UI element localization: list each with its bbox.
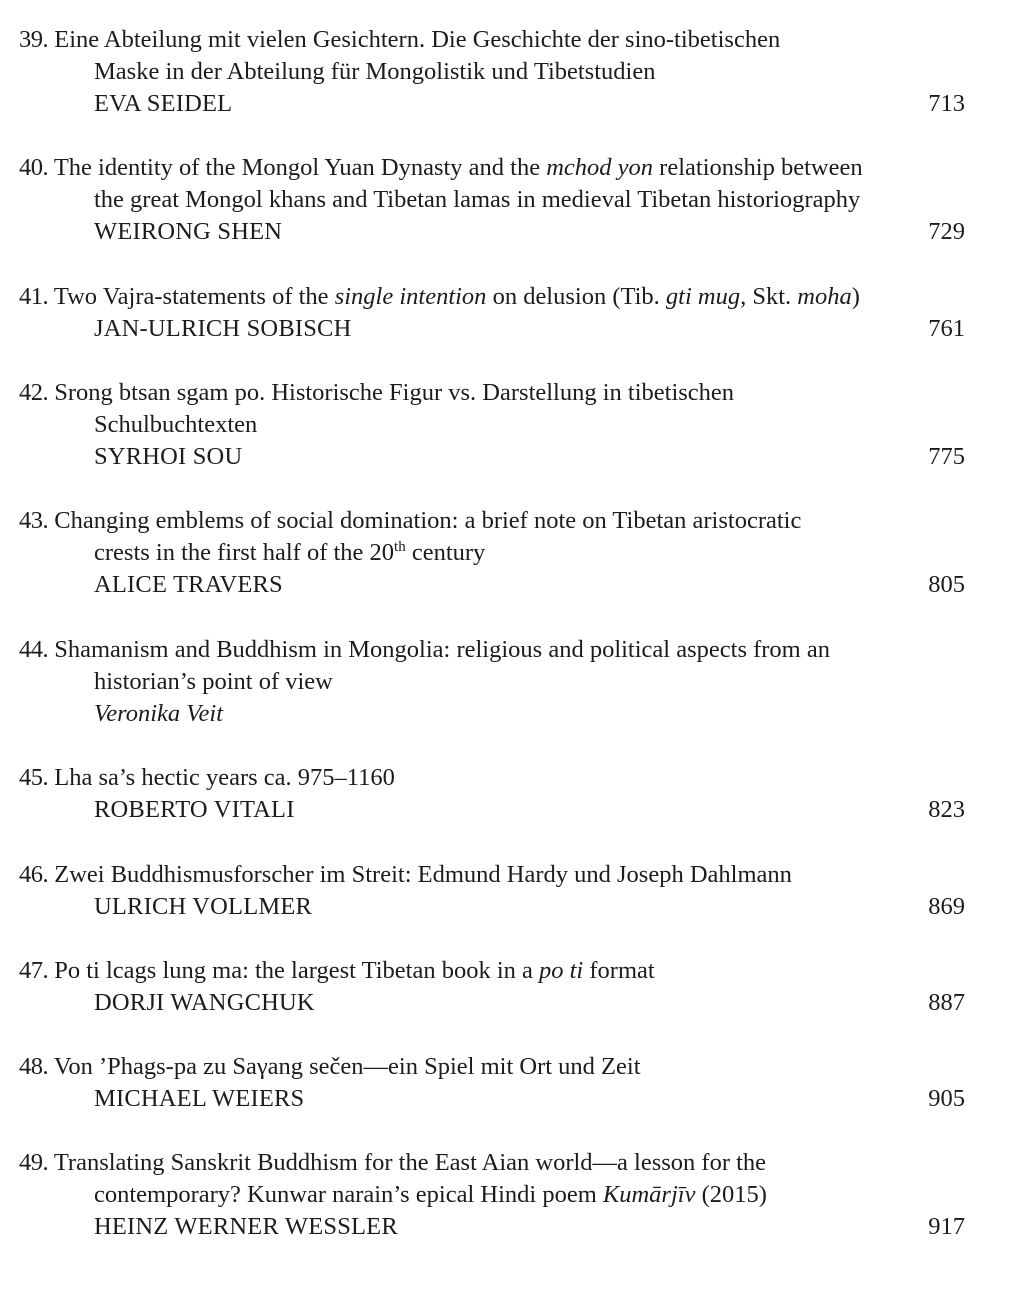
entry-title-line: [19, 56, 969, 88]
entry-title-text: The identity of the Mongol Yuan Dynasty and the: [53, 154, 547, 181]
entry-page-number: 823: [928, 796, 965, 823]
entry-number: 41.: [19, 283, 49, 310]
entry-author-row: [19, 698, 969, 730]
entry-author-row: [19, 88, 969, 120]
entry-author: ROBERTO VITALI: [94, 796, 295, 823]
entry-title-text: on delusion (Tib.: [486, 283, 666, 310]
entry-author-row: [19, 1211, 969, 1243]
entry-title-line: [19, 409, 969, 441]
entry-title-text: format: [583, 957, 655, 984]
entry-title-italic: moha: [797, 283, 852, 310]
entry-title-italic: single intention: [334, 283, 487, 310]
toc-entry-44: [19, 634, 969, 730]
toc-entry-45: [19, 762, 969, 826]
entry-number: 47.: [19, 957, 49, 984]
entry-title-line: [19, 1147, 969, 1179]
entry-title-line: [19, 281, 969, 313]
toc-entry-48: [19, 1051, 969, 1115]
entry-title-text: century: [405, 539, 486, 566]
entry-title-italic: Kumārjīv: [602, 1181, 696, 1208]
entry-author: Veronika Veit: [94, 700, 224, 727]
entry-author: HEINZ WERNER WESSLER: [94, 1213, 398, 1240]
toc-entry-42: [19, 377, 969, 473]
entry-author: DORJI WANGCHUK: [94, 989, 315, 1016]
entry-title-text: Zwei Buddhismusforscher im Streit: Edmund Hardy und Joseph Dahlmann: [54, 861, 792, 888]
entry-title-text: Shamanism and Buddhism in Mongolia: religious and political aspects from an: [54, 636, 830, 663]
entry-title-text: contemporary? Kunwar narain’s epical Hindi poem: [94, 1181, 603, 1208]
entry-author: ALICE TRAVERS: [94, 571, 283, 598]
entry-title-italic: po ti: [539, 957, 584, 984]
entry-author: JAN-ULRICH SOBISCH: [94, 315, 352, 342]
entry-page-number: 805: [928, 571, 965, 598]
entry-title-line: [19, 955, 969, 987]
entry-title-text: Schulbuchtexten: [94, 411, 258, 438]
entry-page-number: 869: [928, 893, 965, 920]
entry-title-line: [19, 1179, 969, 1211]
entry-title-text: (2015): [695, 1181, 767, 1208]
entry-number: 40.: [19, 154, 49, 181]
entry-title-text: Eine Abteilung mit vielen Gesichtern. Die Geschichte der sino-tibetischen: [54, 26, 781, 53]
entry-title-text: Maske in der Abteilung für Mongolistik und Tibetstudien: [94, 58, 656, 85]
entry-number: 49.: [19, 1149, 49, 1176]
entry-author-row: [19, 1083, 969, 1115]
entry-number: 42.: [19, 379, 49, 406]
entry-author: EVA SEIDEL: [94, 90, 233, 117]
entry-author-row: [19, 441, 969, 473]
entry-title-text: historian’s point of view: [94, 668, 333, 695]
toc-entry-49: [19, 1147, 969, 1243]
entry-page-number: 887: [928, 989, 965, 1016]
entry-title-text: Two Vajra-statements of the: [53, 283, 335, 310]
entry-page-number: 905: [928, 1085, 965, 1112]
entry-author: WEIRONG SHEN: [94, 218, 283, 245]
entry-title-italic: gti mug: [665, 283, 741, 310]
entry-title-line: [19, 634, 969, 666]
toc-entry-46: [19, 859, 969, 923]
entry-title-line: [19, 666, 969, 698]
entry-title-text: , Skt.: [740, 283, 798, 310]
entry-title-line: [19, 184, 969, 216]
entry-author-row: [19, 216, 969, 248]
entry-number: 45.: [19, 764, 49, 791]
entry-title-line: [19, 152, 969, 184]
entry-number: 43.: [19, 507, 49, 534]
entry-title-text: Lha sa’s hectic years ca. 975–1160: [54, 764, 395, 791]
entry-title-text: Srong btsan sgam po. Historische Figur vs. Darstellung in tibetischen: [54, 379, 735, 406]
entry-author-row: [19, 987, 969, 1019]
entry-page-number: 917: [928, 1213, 965, 1240]
entry-title-text: ): [851, 283, 860, 310]
entry-title-text: Von ’Phags-pa zu Saγang sečen—ein Spiel mit Ort und Zeit: [53, 1053, 641, 1080]
entry-title-text: crests in the first half of the 20: [94, 539, 395, 566]
entry-title-line: [19, 762, 969, 794]
toc-entry-39: [19, 24, 969, 120]
entry-number: 44.: [19, 636, 49, 663]
entry-title-line: [19, 537, 969, 569]
entry-author-row: [19, 891, 969, 923]
entry-author-row: [19, 313, 969, 345]
entry-page-number: 775: [928, 443, 965, 470]
entry-page-number: 713: [928, 90, 965, 117]
entry-title-text: relationship between: [653, 154, 863, 181]
entry-title-line: [19, 1051, 969, 1083]
entry-page-number: 729: [928, 218, 965, 245]
toc-entry-47: [19, 955, 969, 1019]
entry-title-line: [19, 859, 969, 891]
entry-title-superscript: th: [394, 539, 406, 555]
entry-title-line: [19, 505, 969, 537]
entry-title-line: [19, 24, 969, 56]
entry-author: MICHAEL WEIERS: [94, 1085, 305, 1112]
entry-title-text: Po ti lcags lung ma: the largest Tibetan book in a: [54, 957, 539, 984]
entry-title-text: Translating Sanskrit Buddhism for the East Aian world—a lesson for the: [53, 1149, 767, 1176]
toc-entry-40: [19, 152, 969, 248]
entry-page-number: 761: [928, 315, 965, 342]
entry-title-line: [19, 377, 969, 409]
entry-title-text: the great Mongol khans and Tibetan lamas in medieval Tibetan historiography: [94, 186, 861, 213]
entry-title-italic: mchod yon: [546, 154, 654, 181]
entry-number: 39.: [19, 26, 49, 53]
entry-author-row: [19, 569, 969, 601]
toc-entry-43: [19, 505, 969, 601]
toc-entry-41: [19, 281, 969, 345]
entry-author-row: [19, 794, 969, 826]
entry-number: 48.: [19, 1053, 49, 1080]
entry-title-text: Changing emblems of social domination: a brief note on Tibetan aristocratic: [54, 507, 802, 534]
entry-author: ULRICH VOLLMER: [94, 893, 313, 920]
entry-number: 46.: [19, 861, 49, 888]
entry-author: SYRHOI SOU: [94, 443, 243, 470]
